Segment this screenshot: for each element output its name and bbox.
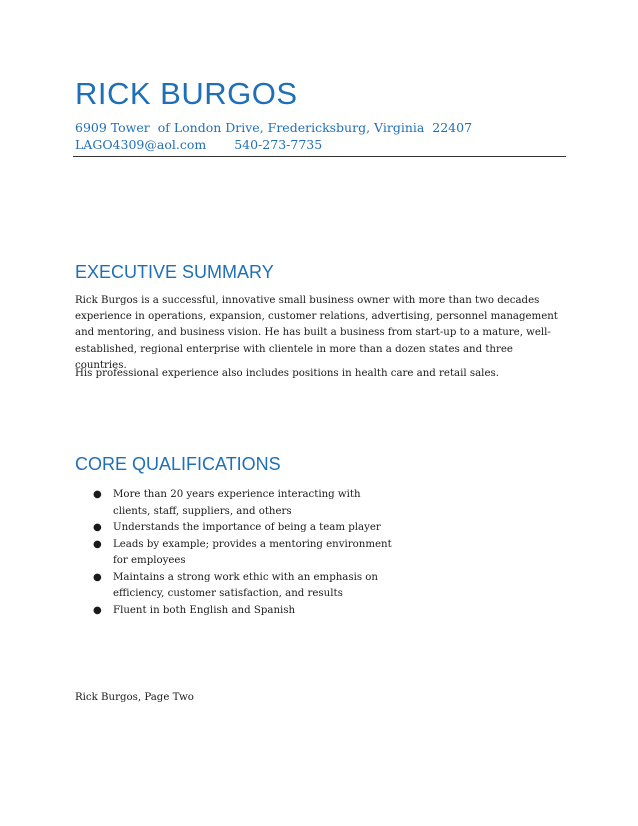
- qualification-text: Fluent in both English and Spanish: [113, 604, 296, 616]
- qualification-item: [93, 603, 393, 620]
- page-footer: Rick Burgos, Page Two: [75, 692, 194, 703]
- qualifications-list: [93, 487, 393, 619]
- bullet-icon: ●: [93, 571, 102, 583]
- qualification-text: Understands the importance of being a team player: [113, 522, 381, 533]
- qualification-item: [93, 487, 393, 520]
- qualification-item: [93, 570, 393, 603]
- header-divider: [73, 156, 566, 157]
- qualification-item: [93, 537, 393, 570]
- summary-paragraph: Rick Burgos is a successful, innovative small business owner with more than two decades experience in operations, expansion, customer relations, advertising, personnel management and mentoring, and business vision. He has built a business from start-up to a mature, well-established, regional enterprise with clientele in more than a dozen states and three countries.: [75, 295, 558, 371]
- qualification-text: Leads by example; provides a mentoring environment for employees: [113, 538, 392, 566]
- bullet-icon: ●: [93, 522, 102, 533]
- phone-number: 540-273-7735: [234, 137, 323, 152]
- summary-paragraph: His professional experience also includes positions in health care and retail sales.: [75, 368, 499, 379]
- qualification-text: More than 20 years experience interacting with clients, staff, suppliers, and others: [113, 489, 361, 517]
- qualification-text: Maintains a strong work ethic with an emphasis on efficiency, customer satisfaction, and results: [113, 571, 378, 599]
- candidate-name: RICK BURGOS: [75, 76, 298, 111]
- qualification-item: [93, 520, 393, 537]
- core-qualifications-heading: CORE QUALIFICATIONS: [75, 454, 281, 474]
- bullet-icon: ●: [93, 538, 102, 550]
- address-line: 6909 Tower of London Drive, Fredericksburg, Virginia 22407: [75, 120, 473, 135]
- bullet-icon: ●: [93, 489, 102, 500]
- bullet-icon: ●: [93, 604, 102, 616]
- executive-summary-heading: EXECUTIVE SUMMARY: [75, 262, 274, 282]
- contact-line: [75, 137, 322, 153]
- email-address: LAGO4309@aol.com: [75, 137, 207, 152]
